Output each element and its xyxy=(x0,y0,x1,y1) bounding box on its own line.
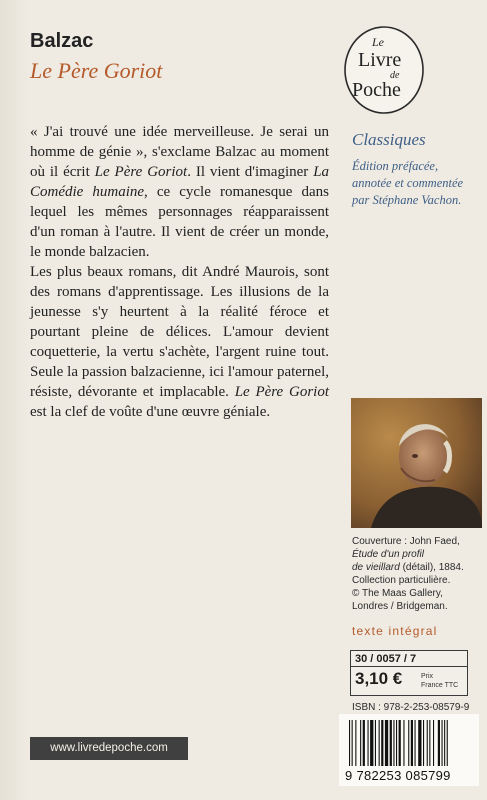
logo-livre: Livre xyxy=(358,49,402,71)
credit-italic: de vieillard xyxy=(352,562,400,573)
price-label xyxy=(421,672,458,690)
product-code: 30 / 0057 / 7 xyxy=(351,651,467,667)
credit-line: © The Maas Gallery, xyxy=(352,588,443,599)
credit-line: Londres / Bridgeman. xyxy=(352,601,448,612)
blurb-paragraph-2 xyxy=(30,262,329,422)
blurb-text-span: « J'ai trouvé une idée merveilleuse. Je serai un homme de génie », s'exclame Balzac au moment où il écrit xyxy=(30,124,329,180)
website-url: www.livredepoche.com xyxy=(30,737,188,760)
logo-de: de xyxy=(390,70,400,81)
credit-line xyxy=(352,548,482,561)
edition-note: Édition préfacée, annotée et commentée par Stéphane Vachon. xyxy=(352,159,464,207)
blurb-text xyxy=(30,122,329,422)
logo-poche: Poche xyxy=(352,79,401,101)
blurb-italic-title: Le Père Goriot xyxy=(94,164,188,180)
credit-line xyxy=(352,561,482,574)
barcode xyxy=(339,714,479,786)
author-name: Balzac xyxy=(30,30,94,52)
price-label-line: France TTC xyxy=(421,682,459,689)
price-value: 3,10 € xyxy=(355,669,403,688)
blurb-text-span: est la clef de voûte d'une œuvre géniale. xyxy=(30,404,271,420)
texte-integral-label: texte intégral xyxy=(352,624,438,638)
price-box xyxy=(350,650,468,696)
isbn: ISBN : 978-2-253-08579-9 xyxy=(352,702,470,713)
blurb-paragraph-1 xyxy=(30,122,329,262)
credit-line: Collection particulière. xyxy=(352,575,451,586)
credit-line: Couverture : John Faed, xyxy=(352,536,460,547)
logo-le: Le xyxy=(372,35,384,49)
blurb-text-span: . Il vient d'imaginer xyxy=(187,164,314,180)
book-title: Le Père Goriot xyxy=(30,58,163,83)
price-label-line: Prix xyxy=(421,673,434,680)
blurb-italic-title: Le Père Goriot xyxy=(234,384,329,400)
publisher-logo xyxy=(342,24,426,116)
credit-text: (détail), 1884. xyxy=(399,562,464,573)
series-name: Classiques xyxy=(352,130,426,149)
credit-italic: Étude d'un profil xyxy=(352,549,424,560)
blurb-italic-title: La Comédie humaine xyxy=(30,164,330,200)
cover-painting-detail xyxy=(351,398,482,528)
barcode-bars xyxy=(347,720,471,768)
barcode-digits: 9 782253 085799 xyxy=(345,768,451,783)
blurb-text-span: Les plus beaux romans, dit André Maurois, sont des romans d'apprentissage. Les illusions de la jeunesse s'y heurtent à la réalité féroce et pourtant pleine de délices. L'amour devient coquetterie, la vertu s'achète, l'argent ruine tout. Seule la passion balzacienne, ici l'amour paternel, résiste, dévorante et implacable. xyxy=(30,264,329,400)
blurb-text-span: , ce cycle romanesque dans lequel les mêmes personnages réapparaissent d'un roman à l'autre. Il vient de créer un monde, le monde balzacien. xyxy=(30,184,329,260)
cover-credit xyxy=(352,535,482,613)
